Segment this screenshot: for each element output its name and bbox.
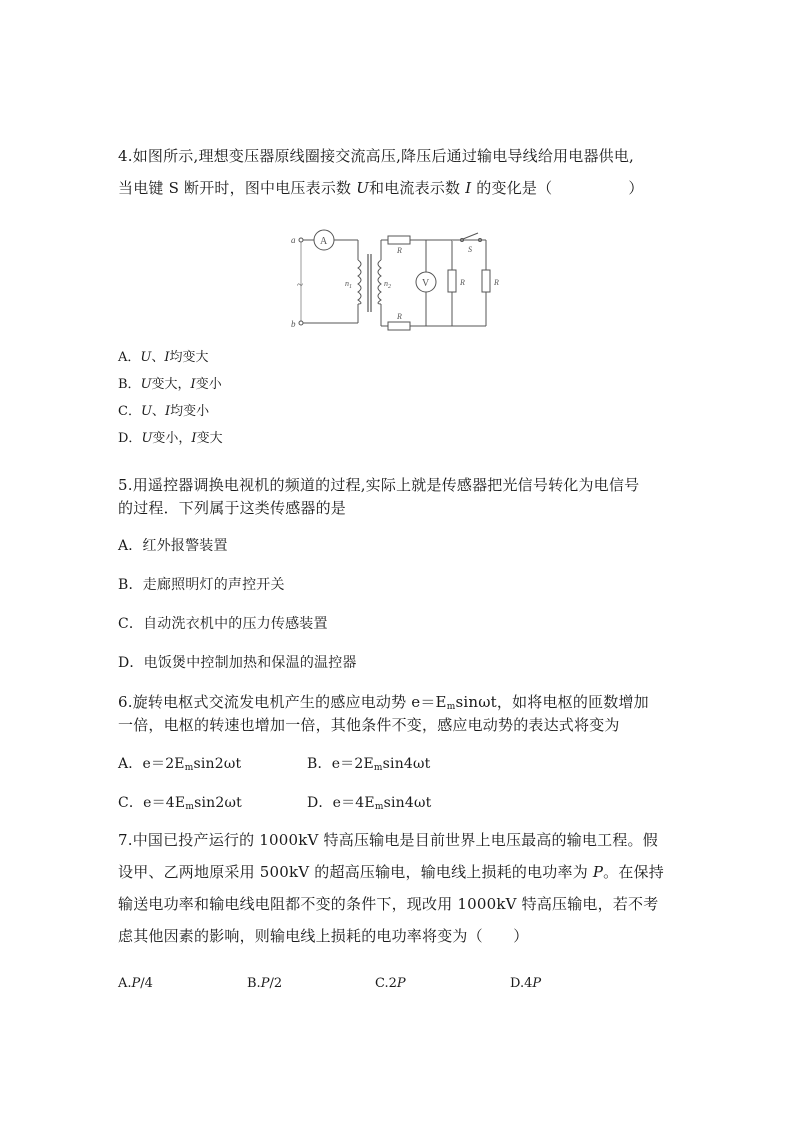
svg-text:R: R bbox=[397, 312, 402, 321]
q4-stem-line2: 当电键 S 断开时，图中电压表示数 U和电流表示数 I 的变化是（ ） bbox=[118, 179, 644, 197]
voltmeter-label: V bbox=[422, 278, 430, 289]
q7-option-b[interactable]: B.P/2 bbox=[247, 976, 283, 991]
terminal-b bbox=[299, 321, 303, 325]
q4-stem-line1: 4.如图所示,理想变压器原线圈接交流高压,降压后通过输电导线给用电器供电, bbox=[118, 147, 635, 165]
q7-stem-line3: 输送电功率和输电线电阻都不变的条件下，现改用 1000kV 特高压输电，若不考 bbox=[118, 895, 659, 913]
terminal-a bbox=[299, 238, 303, 242]
q4-option-d[interactable]: D．U变小，I变大 bbox=[118, 431, 223, 446]
q7-option-c[interactable]: C.2P bbox=[375, 976, 406, 991]
line-resistor-top bbox=[388, 236, 410, 244]
q5-option-a[interactable]: A．红外报警装置 bbox=[118, 538, 228, 554]
n1-label: $n_1$ bbox=[345, 279, 352, 290]
load-resistor-right bbox=[482, 270, 490, 292]
q5-option-d[interactable]: D．电饭煲中控制加热和保温的温控器 bbox=[118, 655, 357, 671]
q5-stem-line2: 的过程．下列属于这类传感器的是 bbox=[118, 499, 347, 517]
q6-stem-line2: 一倍，电枢的转速也增加一倍，其他条件不变，感应电动势的表达式将变为 bbox=[118, 716, 620, 734]
ammeter-label: A bbox=[320, 236, 328, 247]
ac-source-symbol: ~ bbox=[297, 279, 303, 291]
q6-option-b[interactable]: B．$e=2E_m\sin 4\omega t$ bbox=[307, 756, 431, 773]
svg-text:R: R bbox=[397, 246, 402, 255]
q6-stem-line1: 6.旋转电枢式交流发电机产生的感应电动势 $e=E_m\sin\omega t$，如将电枢的匝数增加 bbox=[118, 693, 649, 712]
q7-stem-line2: 设甲、乙两地原采用 500kV 的超高压输电，输电线上损耗的电功率为 P。在保持 bbox=[118, 863, 664, 881]
q4-option-b[interactable]: B．U变大，I变小 bbox=[118, 377, 222, 392]
line-resistor-bottom bbox=[388, 322, 410, 330]
svg-text:R: R bbox=[494, 278, 499, 287]
label-a: a bbox=[291, 235, 296, 245]
transformer-circuit-diagram bbox=[288, 224, 510, 332]
q7-stem-line4: 虑其他因素的影响，则输电线上损耗的电功率将变为（ ） bbox=[118, 927, 529, 945]
switch-label: S bbox=[468, 245, 472, 254]
q4-option-a[interactable]: A．U、I均变大 bbox=[118, 350, 209, 365]
secondary-coil-icon bbox=[378, 260, 381, 304]
q7-option-a[interactable]: A.P/4 bbox=[118, 976, 153, 991]
n2-label: $n_2$ bbox=[384, 279, 391, 290]
primary-coil-icon bbox=[358, 260, 361, 304]
load-resistor-middle bbox=[448, 270, 456, 292]
label-b: b bbox=[291, 319, 296, 329]
q5-option-c[interactable]: C．自动洗衣机中的压力传感装置 bbox=[118, 616, 328, 632]
q6-option-c[interactable]: C．$e=4E_m\sin 2\omega t$ bbox=[118, 795, 242, 812]
q6-option-a[interactable]: A．$e=2E_m\sin 2\omega t$ bbox=[118, 756, 242, 773]
q5-option-b[interactable]: B．走廊照明灯的声控开关 bbox=[118, 577, 285, 593]
q5-stem-line1: 5.用遥控器调换电视机的频道的过程,实际上就是传感器把光信号转化为电信号 bbox=[118, 476, 640, 494]
q4-option-c[interactable]: C．U、I均变小 bbox=[118, 404, 210, 419]
switch-s-icon bbox=[463, 233, 478, 239]
q6-option-d[interactable]: D．$e=4E_m\sin 4\omega t$ bbox=[307, 795, 432, 812]
q7-stem-line1: 7.中国已投产运行的 1000kV 特高压输电是目前世界上电压最高的输电工程。假 bbox=[118, 831, 658, 849]
q7-option-d[interactable]: D.4P bbox=[510, 976, 542, 991]
svg-text:R: R bbox=[460, 278, 465, 287]
